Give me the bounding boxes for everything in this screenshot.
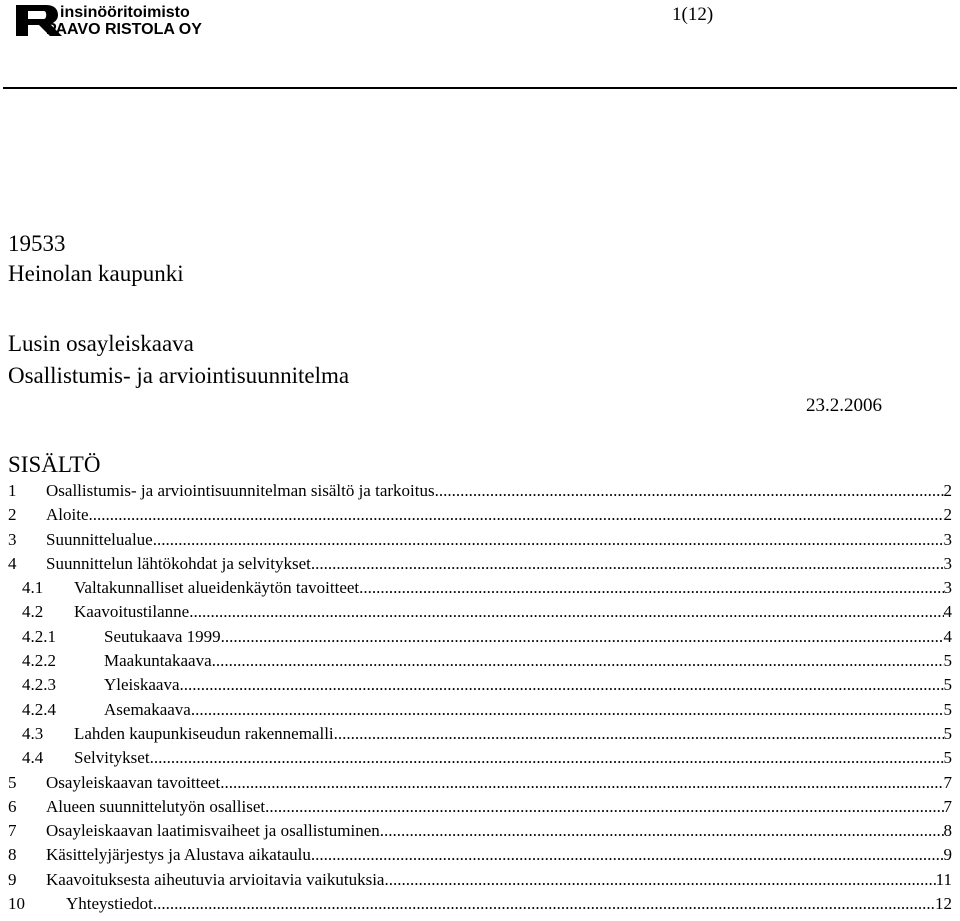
toc-entry-page: 2 [943,481,952,500]
toc-entry-number: 1 [8,481,17,500]
toc-dot-leader [380,821,944,841]
toc-dot-leader [384,870,935,890]
toc-entry-number: 4.2.3 [22,675,56,695]
toc-entry[interactable] [8,748,952,772]
toc-entry-title: Lahden kaupunkiseudun rakennemalli [74,723,334,743]
toc-entry-page: 8 [943,821,952,841]
toc-entry-number: 4.1 [22,578,44,598]
project-number: 19533 [8,231,66,256]
toc-entry-number: 4.2.2 [22,651,56,671]
toc-entry[interactable] [8,870,952,894]
toc-entry-title: Alueen suunnittelutyön osalliset [46,796,266,816]
toc-entry[interactable] [8,821,952,845]
toc-entry-number: 4.2 [22,602,44,622]
toc-entry-page: 3 [943,578,952,598]
toc-entry-page: 5 [943,723,952,743]
toc-entry-number: 4 [8,553,17,573]
toc-entry-title: Osayleiskaavan tavoitteet [46,772,221,792]
toc-entry-page: 3 [943,529,952,549]
toc-entry-number: 4.3 [22,723,44,743]
toc-dot-leader [150,748,944,768]
toc-entry-page: 12 [935,894,952,914]
toc-entry-title: Osallistumis- ja arviointisuunnitelman sisältö ja tarkoitus [46,481,435,500]
toc-entry-number: 3 [8,529,17,549]
toc-dot-leader [359,578,943,598]
toc-heading: SISÄLTÖ [8,452,101,477]
toc-entry[interactable] [8,651,952,675]
toc-dot-leader [334,724,944,744]
toc-entry-page: 5 [943,699,952,719]
toc-entry-title: Yleiskaava [104,675,180,695]
page-number: 1(12) [672,4,714,25]
toc-entry[interactable] [8,530,952,554]
toc-entry[interactable] [8,797,952,821]
toc-entry-title: Kaavoitustilanne [74,602,190,622]
toc-entry-page: 3 [943,553,952,573]
toc-dot-leader [220,773,943,793]
toc-entry-page: 11 [935,869,952,889]
toc-entry[interactable] [8,894,952,918]
toc-entry-page: 9 [943,845,952,865]
toc-entry[interactable] [8,505,952,529]
toc-entry[interactable] [8,578,952,602]
toc-entry-title: Kaavoituksesta aiheutuvia arvioitavia vaikutuksia [46,869,385,889]
toc-dot-leader [191,700,944,720]
toc-entry-title: Valtakunnalliset alueidenkäytön tavoitteet [74,578,360,598]
toc-entry-page: 7 [943,796,952,816]
toc-dot-leader [265,797,943,817]
toc-entry-number: 5 [8,772,17,792]
toc-entry[interactable] [8,845,952,869]
toc-dot-leader [311,554,944,574]
toc-entry[interactable] [8,773,952,797]
toc-dot-leader [153,894,935,914]
toc-entry[interactable] [8,602,952,626]
toc-entry-number: 4.4 [22,748,44,768]
toc-entry-page: 4 [943,626,952,646]
toc-entry[interactable] [8,700,952,724]
toc-entry-title: Seutukaava 1999 [104,626,221,646]
toc-entry-title: Suunnittelun lähtökohdat ja selvitykset [46,553,311,573]
plan-name: Lusin osayleiskaava [8,331,194,356]
toc-entry-title: Yhteystiedot [66,894,153,914]
toc-dot-leader [189,602,943,622]
toc-dot-leader [89,505,944,525]
toc-entry-number: 9 [8,869,17,889]
toc-entry-title: Käsittelyjärjestys ja Alustava aikataulu [46,845,311,865]
toc-dot-leader [435,481,944,501]
toc-entry-title: Suunnittelualue [46,529,153,549]
client-name: Heinolan kaupunki [8,261,184,286]
logo-line1: insinööritoimisto [60,4,190,21]
toc-dot-leader [153,530,944,550]
toc-entry[interactable] [8,481,952,505]
company-logo [16,3,286,37]
toc-dot-leader [180,675,944,695]
toc-entry-title: Asemakaava [104,699,191,719]
toc-entry-title: Maakuntakaava [104,651,212,671]
toc-entry-number: 10 [8,894,25,914]
document-date: 23.2.2006 [806,395,882,416]
toc-entry-title: Selvitykset [74,748,150,768]
toc-entry-page: 7 [943,772,952,792]
toc-entry[interactable] [8,627,952,651]
toc-entry[interactable] [8,724,952,748]
toc-entry-number: 6 [8,796,17,816]
toc-dot-leader [311,845,944,865]
toc-entry-title: Osayleiskaavan laatimisvaiheet ja osallistuminen [46,821,380,841]
toc-dot-leader [221,627,944,647]
toc-entry[interactable] [8,675,952,699]
toc-entry-title: Aloite [46,505,89,525]
toc-entry-number: 8 [8,845,17,865]
toc-entry-page: 2 [943,505,952,525]
toc-entry[interactable] [8,554,952,578]
toc-entry-number: 7 [8,821,17,841]
toc-entry-page: 5 [943,748,952,768]
table-of-contents [8,481,952,918]
toc-dot-leader [212,651,944,671]
toc-entry-page: 4 [943,602,952,622]
toc-entry-number: 4.2.1 [22,626,56,646]
toc-entry-number: 2 [8,505,17,525]
toc-entry-number: 4.2.4 [22,699,56,719]
logo-line2: PAAVO RISTOLA OY [46,21,202,37]
document-type: Osallistumis- ja arviointisuunnitelma [8,363,350,388]
header-divider [3,87,957,89]
toc-entry-page: 5 [943,675,952,695]
toc-entry-page: 5 [943,651,952,671]
